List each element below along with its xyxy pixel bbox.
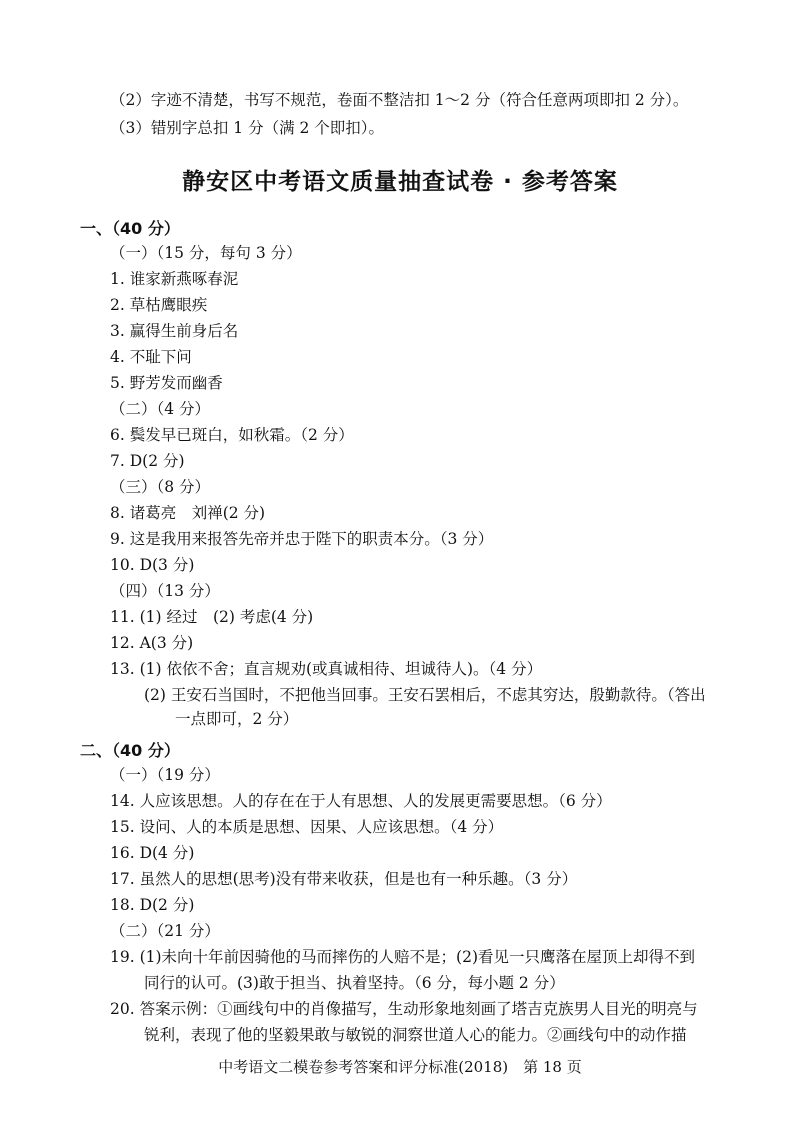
s1-line: （三）（8 分）: [110, 478, 211, 496]
s2-line: （一）（19 分）: [110, 766, 220, 784]
s1-line: 12. A(3 分): [110, 634, 194, 652]
s2-line: 锐利，表现了他的坚毅果敢与敏锐的洞察世道人心的能力。②画线句中的动作描: [144, 1026, 687, 1044]
s1-line: 一点即可，2 分）: [175, 710, 299, 728]
top-note-1: （2）字迹不清楚，书写不规范，卷面不整洁扣 1～2 分（符合任意两项即扣 2 分）。: [110, 91, 689, 109]
s1-line: (2) 王安石当国时，不把他当回事。王安石罢相后，不虑其穷达，殷勤款待。（答出: [144, 686, 706, 704]
s1-line: 11. (1) 经过 (2) 考虑(4 分): [110, 608, 314, 626]
page-footer: 中考语文二模卷参考答案和评分标准(2018) 第 18 页: [218, 1058, 582, 1076]
s1-line: 7. D(2 分): [110, 452, 185, 470]
s2-line: （二）（21 分）: [110, 922, 220, 940]
s1-line: （四）（13 分）: [110, 582, 220, 600]
s2-line: 14. 人应该思想。人的存在在于人有思想、人的发展更需要思想。（6 分）: [110, 792, 612, 810]
s2-line: 15. 设问、人的本质是思想、因果、人应该思想。（4 分）: [110, 818, 504, 836]
page-title: 静安区中考语文质量抽查试卷 · 参考答案: [182, 169, 618, 195]
s1-line: （一）（15 分，每句 3 分）: [110, 244, 302, 262]
s1-line: （二）（4 分）: [110, 400, 211, 418]
s1-line: 2. 草枯鹰眼疾: [110, 296, 208, 314]
s1-line: 10. D(3 分): [110, 556, 195, 574]
s1-line: 1. 谁家新燕啄春泥: [110, 270, 239, 288]
s2-line: 同行的认可。(3)敢于担当、执着坚持。（6 分，每小题 2 分）: [144, 974, 565, 992]
s2-line: 20. 答案示例：①画线句中的肖像描写，生动形象地刻画了塔吉克族男人目光的明亮与: [110, 1000, 698, 1018]
s1-line: 6. 鬓发早已斑白，如秋霜。（2 分）: [110, 426, 354, 444]
s1-line: 4. 不耻下问: [110, 348, 192, 366]
s2-line: 18. D(2 分): [110, 896, 195, 914]
s2-line: 19. (1)未向十年前因骑他的马而摔伤的人赔不是；(2)看见一只鹰落在屋顶上却得不到: [110, 948, 695, 966]
section-2-heading: 二、（40 分）: [80, 741, 180, 760]
section-1-heading: 一、（40 分）: [80, 219, 180, 238]
s1-line: 13. (1) 依依不舍；直言规劝(或真诚相待、坦诚待人)。（4 分）: [110, 660, 543, 678]
s2-line: 16. D(4 分): [110, 844, 195, 862]
s1-line: 9. 这是我用来报答先帝并忠于陛下的职责本分。（3 分）: [110, 530, 494, 548]
s2-line: 17. 虽然人的思想(思考)没有带来收获，但是也有一种乐趣。（3 分）: [110, 870, 578, 888]
s1-line: 5. 野芳发而幽香: [110, 374, 223, 392]
top-note-2: （3）错别字总扣 1 分（满 2 个即扣）。: [110, 119, 385, 137]
s1-line: 3. 赢得生前身后名: [110, 322, 239, 340]
s1-line: 8. 诸葛亮 刘禅(2 分): [110, 504, 266, 522]
